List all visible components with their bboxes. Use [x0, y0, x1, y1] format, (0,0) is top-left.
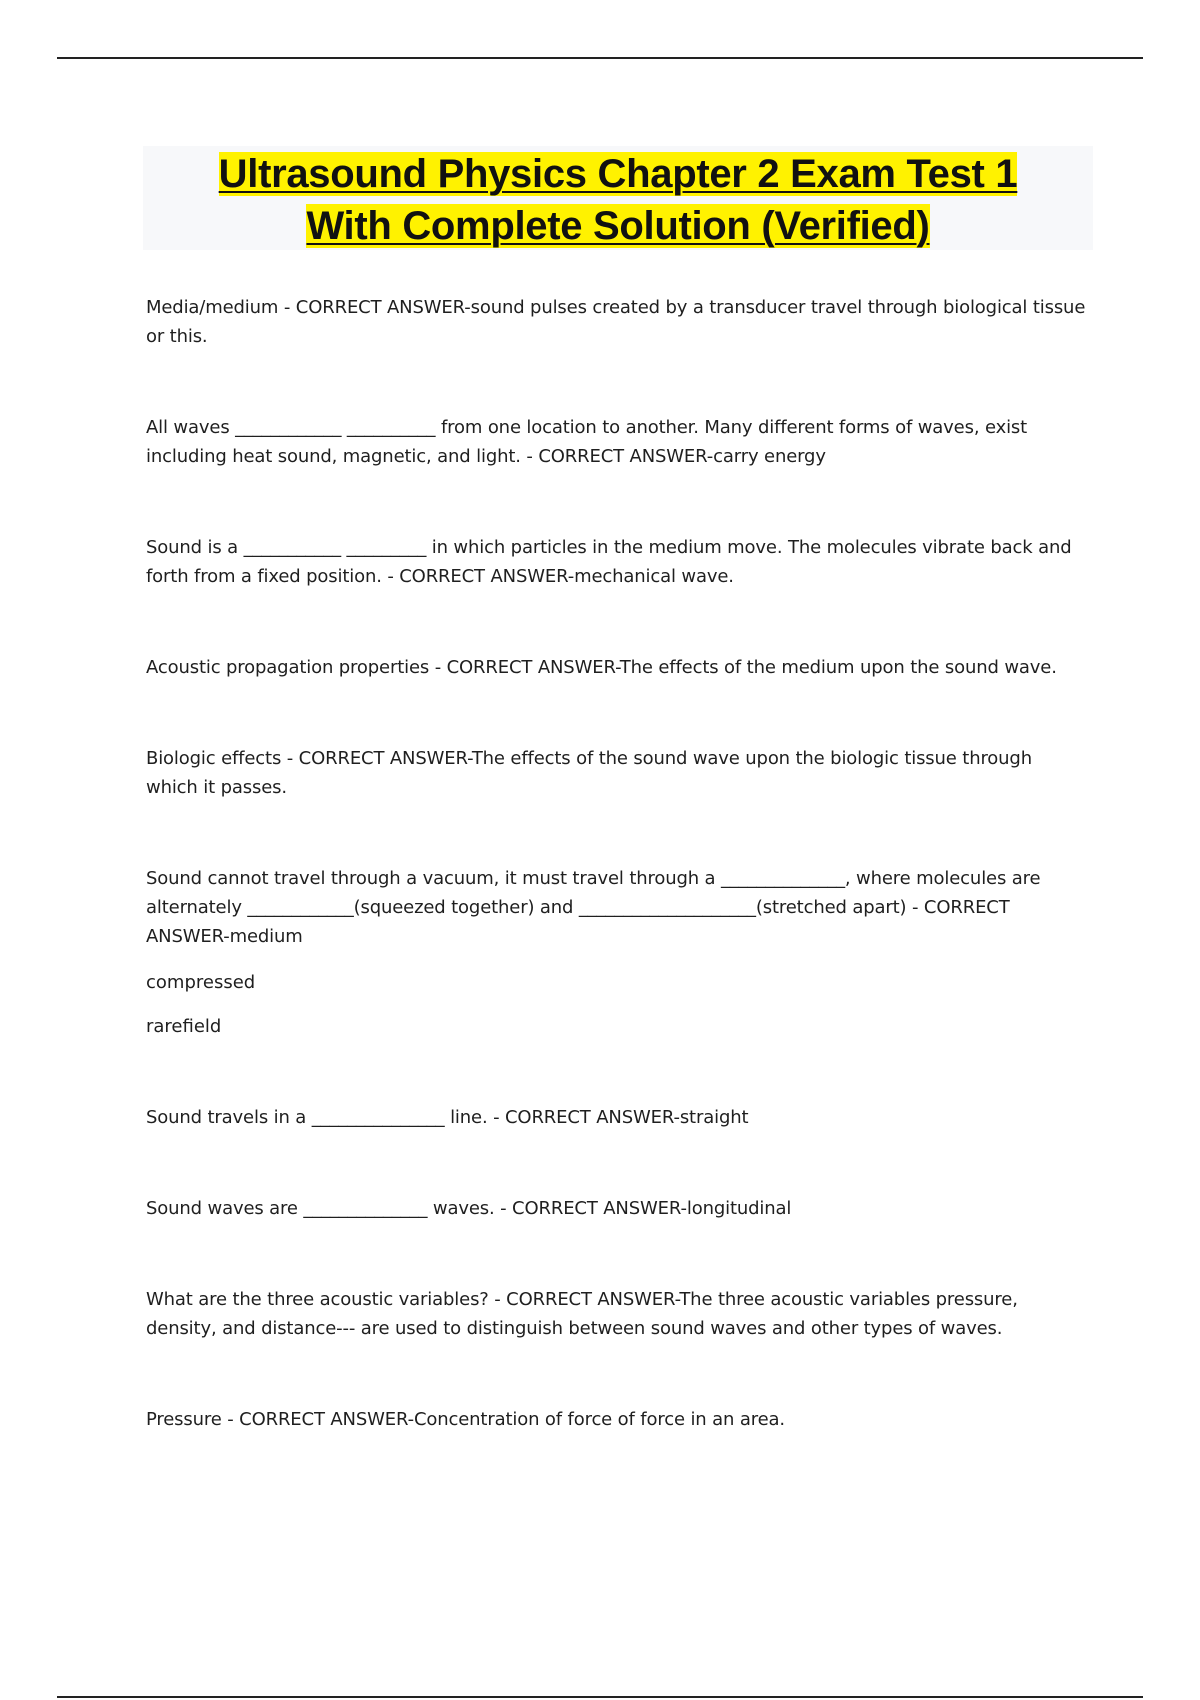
qa-entry-6-answer-3: rarefield [146, 1016, 222, 1037]
title-line-2: With Complete Solution (Verified) [306, 204, 930, 248]
qa-list [146, 293, 1086, 1434]
title-line-1: Ultrasound Physics Chapter 2 Exam Test 1 [218, 152, 1018, 196]
qa-entry-3: Sound is a ___________ _________ in which particles in the medium move. The molecules vibrate back and forth from a fixed position. - CORRECT ANSWER-mechanical wave. [146, 537, 1072, 587]
qa-entry-5: Biologic effects - CORRECT ANSWER-The effects of the sound wave upon the biologic tissue through which it passes. [146, 748, 1032, 798]
qa-entry-8: Sound waves are ______________ waves. - CORRECT ANSWER-longitudinal [146, 1198, 792, 1219]
qa-entry-10: Pressure - CORRECT ANSWER-Concentration of force of force in an area. [146, 1409, 785, 1430]
bottom-rule [57, 1696, 1143, 1698]
qa-entry-7: Sound travels in a _______________ line. - CORRECT ANSWER-straight [146, 1107, 749, 1128]
qa-entry-9: What are the three acoustic variables? - CORRECT ANSWER-The three acoustic variables pressure, density, and distance--- are used to distinguish between sound waves and other types of waves. [146, 1289, 1018, 1339]
qa-entry-2: All waves ____________ __________ from one location to another. Many different forms of waves, exist including heat sound, magnetic, and light. - CORRECT ANSWER-carry energy [146, 417, 1028, 467]
qa-entry-1: Media/medium - CORRECT ANSWER-sound pulses created by a transducer travel through biological tissue or this. [146, 297, 1086, 347]
qa-entry-4: Acoustic propagation properties - CORRECT ANSWER-The effects of the medium upon the sound wave. [146, 657, 1057, 678]
top-rule [57, 57, 1143, 59]
qa-entry-6-answer-2: compressed [146, 972, 256, 993]
document-title [143, 148, 1093, 252]
qa-entry-6: Sound cannot travel through a vacuum, it must travel through a ______________, where molecules are alternately ____________(squeezed together) and ____________________(stretched apart) - CORRECT ANSWER-medium [146, 868, 1041, 947]
